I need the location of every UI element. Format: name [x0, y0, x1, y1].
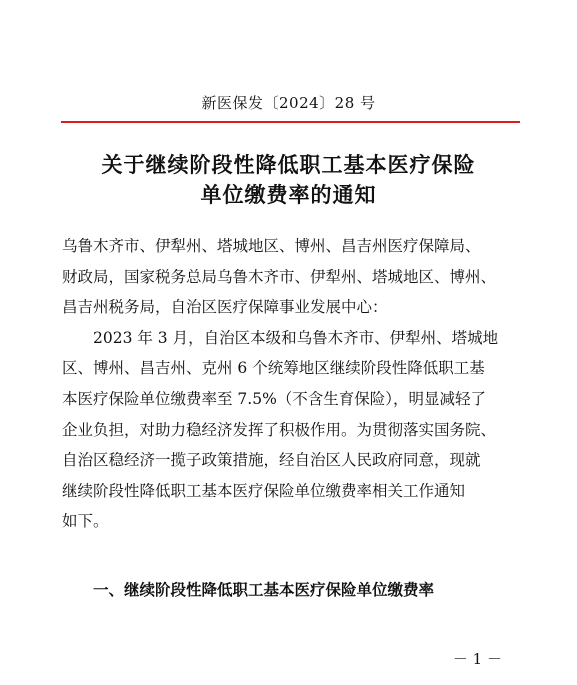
- document-body: [62, 231, 518, 537]
- red-header-rule: [61, 121, 520, 123]
- section-heading: 一、继续阶段性降低职工基本医疗保险单位缴费率: [93, 581, 435, 599]
- addressee-line: 乌鲁木齐市、伊犁州、塔城地区、博州、昌吉州医疗保障局、: [62, 237, 481, 255]
- document-number: 新医保发〔2024〕28 号: [201, 94, 376, 112]
- paragraph-line: 企业负担，对助力稳经济发挥了积极作用。为贯彻落实国务院、: [62, 420, 497, 439]
- paragraph-line: 如下。: [62, 512, 109, 531]
- paragraph-line: 自治区稳经济一揽子政策措施，经自治区人民政府同意，现就: [62, 451, 481, 470]
- title-line-1: 关于继续阶段性降低职工基本医疗保险: [101, 153, 476, 177]
- paragraph-line: 继续阶段性降低职工基本医疗保险单位缴费率相关工作通知: [62, 481, 466, 500]
- title-line-2: 单位缴费率的通知: [200, 183, 377, 207]
- addressee-line: 昌吉州税务局，自治区医疗保障事业发展中心：: [62, 298, 388, 317]
- document-title: [0, 150, 577, 210]
- paragraph-line: 本医疗保险单位缴费率至 7.5%（不含生育保险），明显减轻了: [62, 389, 487, 408]
- paragraph-line: 2023 年 3 月，自治区本级和乌鲁木齐市、伊犁州、塔城地: [93, 328, 499, 347]
- paragraph-line: 区、博州、昌吉州、克州 6 个统筹地区继续阶段性降低职工基: [62, 359, 485, 378]
- addressee-line: 财政局，国家税务总局乌鲁木齐市、伊犁州、塔城地区、博州、: [62, 267, 497, 286]
- page-number: － 1 －: [452, 650, 502, 668]
